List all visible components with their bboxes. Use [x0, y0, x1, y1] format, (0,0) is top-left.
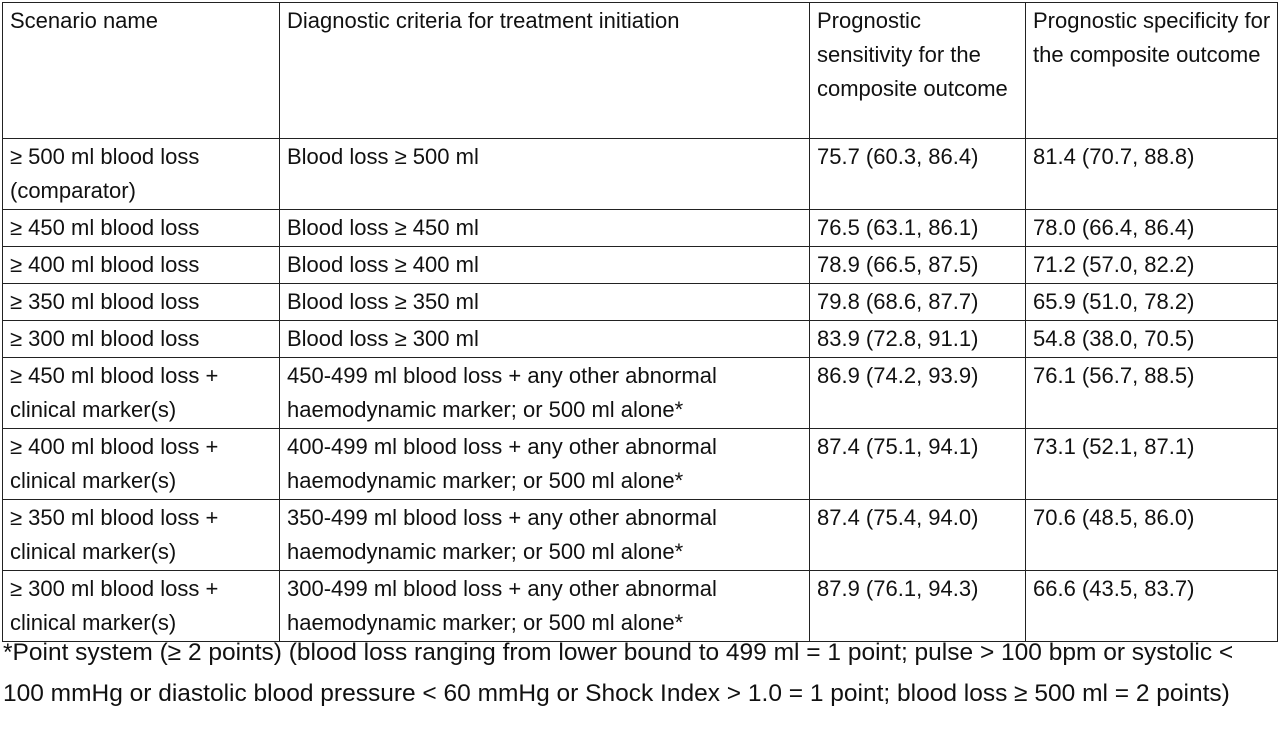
- cell-specificity: 70.6 (48.5, 86.0): [1026, 500, 1278, 571]
- header-scenario-name: Scenario name: [3, 3, 280, 139]
- cell-scenario-name: ≥ 300 ml blood loss + clinical marker(s): [3, 571, 280, 642]
- cell-sensitivity: 87.4 (75.1, 94.1): [810, 429, 1026, 500]
- cell-specificity: 81.4 (70.7, 88.8): [1026, 139, 1278, 210]
- table-row: [3, 210, 1278, 247]
- header-diagnostic-criteria: Diagnostic criteria for treatment initiation: [280, 3, 810, 139]
- table-row: [3, 358, 1278, 429]
- cell-diagnostic-criteria: Blood loss ≥ 400 ml: [280, 247, 810, 284]
- cell-specificity: 73.1 (52.1, 87.1): [1026, 429, 1278, 500]
- cell-scenario-name: ≥ 450 ml blood loss + clinical marker(s): [3, 358, 280, 429]
- cell-specificity: 65.9 (51.0, 78.2): [1026, 284, 1278, 321]
- cell-diagnostic-criteria: 350-499 ml blood loss + any other abnormal haemodynamic marker; or 500 ml alone*: [280, 500, 810, 571]
- cell-diagnostic-criteria: 450-499 ml blood loss + any other abnormal haemodynamic marker; or 500 ml alone*: [280, 358, 810, 429]
- cell-sensitivity: 86.9 (74.2, 93.9): [810, 358, 1026, 429]
- cell-sensitivity: 83.9 (72.8, 91.1): [810, 321, 1026, 358]
- cell-sensitivity: 76.5 (63.1, 86.1): [810, 210, 1026, 247]
- table-row: [3, 247, 1278, 284]
- results-table: [2, 2, 1278, 642]
- cell-scenario-name: ≥ 400 ml blood loss + clinical marker(s): [3, 429, 280, 500]
- cell-scenario-name: ≥ 350 ml blood loss: [3, 284, 280, 321]
- header-prognostic-sensitivity: Prognostic sensitivity for the composite outcome: [810, 3, 1026, 139]
- cell-scenario-name: ≥ 400 ml blood loss: [3, 247, 280, 284]
- cell-specificity: 78.0 (66.4, 86.4): [1026, 210, 1278, 247]
- cell-sensitivity: 78.9 (66.5, 87.5): [810, 247, 1026, 284]
- header-row: [3, 3, 1278, 139]
- cell-scenario-name: ≥ 500 ml blood loss (comparator): [3, 139, 280, 210]
- header-prognostic-specificity: Prognostic specificity for the composite outcome: [1026, 3, 1278, 139]
- table-row: [3, 139, 1278, 210]
- table-row: [3, 429, 1278, 500]
- table-row: [3, 321, 1278, 358]
- table-header: [3, 3, 1278, 139]
- cell-sensitivity: 87.9 (76.1, 94.3): [810, 571, 1026, 642]
- cell-specificity: 76.1 (56.7, 88.5): [1026, 358, 1278, 429]
- cell-sensitivity: 75.7 (60.3, 86.4): [810, 139, 1026, 210]
- cell-diagnostic-criteria: 300-499 ml blood loss + any other abnormal haemodynamic marker; or 500 ml alone*: [280, 571, 810, 642]
- table-body: [3, 139, 1278, 642]
- cell-diagnostic-criteria: Blood loss ≥ 350 ml: [280, 284, 810, 321]
- cell-specificity: 71.2 (57.0, 82.2): [1026, 247, 1278, 284]
- cell-sensitivity: 87.4 (75.4, 94.0): [810, 500, 1026, 571]
- cell-scenario-name: ≥ 450 ml blood loss: [3, 210, 280, 247]
- cell-scenario-name: ≥ 350 ml blood loss + clinical marker(s): [3, 500, 280, 571]
- cell-sensitivity: 79.8 (68.6, 87.7): [810, 284, 1026, 321]
- cell-diagnostic-criteria: 400-499 ml blood loss + any other abnormal haemodynamic marker; or 500 ml alone*: [280, 429, 810, 500]
- cell-scenario-name: ≥ 300 ml blood loss: [3, 321, 280, 358]
- cell-specificity: 54.8 (38.0, 70.5): [1026, 321, 1278, 358]
- footnote: *Point system (≥ 2 points) (blood loss ranging from lower bound to 499 ml = 1 point; pulse > 100 bpm or systolic < 100 mmHg or diastolic blood pressure < 60 mmHg or Shock Index > 1.0 = 1 point; blood loss ≥ 500 ml = 2 points): [3, 639, 1234, 707]
- table-row: [3, 571, 1278, 642]
- table-row: [3, 500, 1278, 571]
- cell-diagnostic-criteria: Blood loss ≥ 300 ml: [280, 321, 810, 358]
- cell-diagnostic-criteria: Blood loss ≥ 450 ml: [280, 210, 810, 247]
- table-row: [3, 284, 1278, 321]
- cell-diagnostic-criteria: Blood loss ≥ 500 ml: [280, 139, 810, 210]
- cell-specificity: 66.6 (43.5, 83.7): [1026, 571, 1278, 642]
